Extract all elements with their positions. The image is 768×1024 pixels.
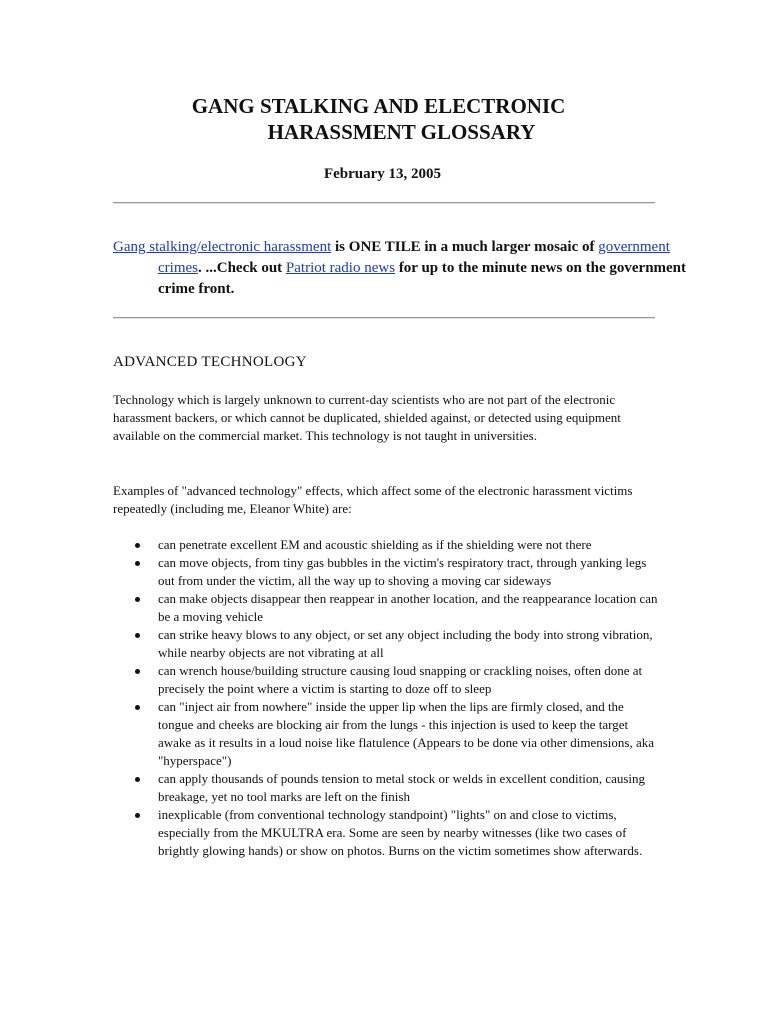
horizontal-rule-top [113,202,655,204]
patriot-radio-news-link[interactable]: Patriot radio news [285,260,396,276]
list-item-text: can strike heavy blows to any object, or set any object including the body into strong vibration, while nearby objects are not vibrating at all [158,627,653,660]
page-title [113,93,658,145]
publication-date-text: February 13, 2005 [323,166,442,182]
horizontal-rule-bottom [113,317,655,319]
list-item [113,590,658,626]
list-item [113,770,658,806]
list-item [113,698,658,770]
bullet-icon [135,669,140,674]
intro-text-1: is ONE TILE in a much larger mosaic of [331,239,599,255]
section-heading: ADVANCED TECHNOLOGY [113,354,307,370]
bullet-icon [135,705,140,710]
list-item-text: can apply thousands of pounds tension to metal stock or welds in excellent condition, causing breakage, yet no tool marks are left on the finish [158,771,646,804]
list-item-text: can "inject air from nowhere" inside the upper lip when the lips are firmly closed, and the tongue and cheeks are blocking air from the lungs - this injection is used to keep the target awake as it results in a loud noise like flatulence (Appears to be done via other dimensions, aka "hyperspace") [158,699,655,768]
bullet-icon [135,561,140,566]
list-item [113,662,658,698]
list-item-text: can make objects disappear then reappear in another location, and the reappearance location can be a moving vehicle [158,591,658,624]
effects-list [113,536,658,860]
page-title-line-2: HARASSMENT GLOSSARY [267,120,536,144]
government-crimes-link[interactable]: government crimes [158,239,670,276]
list-item-text: can move objects, from tiny gas bubbles in the victim's respiratory tract, through yanking legs out from under the victim, all the way up to shoving a moving car sideways [158,555,647,588]
examples-intro-paragraph: Examples of "advanced technology" effects, which affect some of the electronic harassment victims repeatedly (including me, Eleanor White) are: [113,483,633,516]
bullet-icon [135,633,140,638]
page-title-line-1: GANG STALKING AND ELECTRONIC [191,94,566,118]
list-item [113,806,658,860]
intro-text-2: . ...Check out [197,260,286,276]
intro-paragraph [113,237,703,300]
bullet-icon [135,813,140,818]
list-item-text: can wrench house/building structure causing loud snapping or crackling noises, often done at precisely the point where a victim is starting to doze off to sleep [158,663,643,696]
list-item-text: inexplicable (from conventional technology standpoint) "lights" on and close to victims, especially from the MKULTRA era. Some are seen by nearby witnesses (like two cases of brightly glowing hands) or show on photos. Burns on the victim sometimes show afterwards. [158,807,643,858]
bullet-icon [135,777,140,782]
list-item [113,626,658,662]
list-item-text: can penetrate excellent EM and acoustic shielding as if the shielding were not there [158,537,592,552]
list-item [113,554,658,590]
definition-paragraph: Technology which is largely unknown to current-day scientists who are not part of the electronic harassment backers, or which cannot be duplicated, shielded against, or detected using equipment available on the commercial market. This technology is not taught in universities. [113,392,621,443]
bullet-icon [135,543,140,548]
list-item [113,536,658,554]
bullet-icon [135,597,140,602]
intro-text-3: for up to the minute news on the government crime front. [158,260,687,297]
gang-stalking-link[interactable]: Gang stalking/electronic harassment [113,239,332,255]
publication-date [113,166,658,183]
